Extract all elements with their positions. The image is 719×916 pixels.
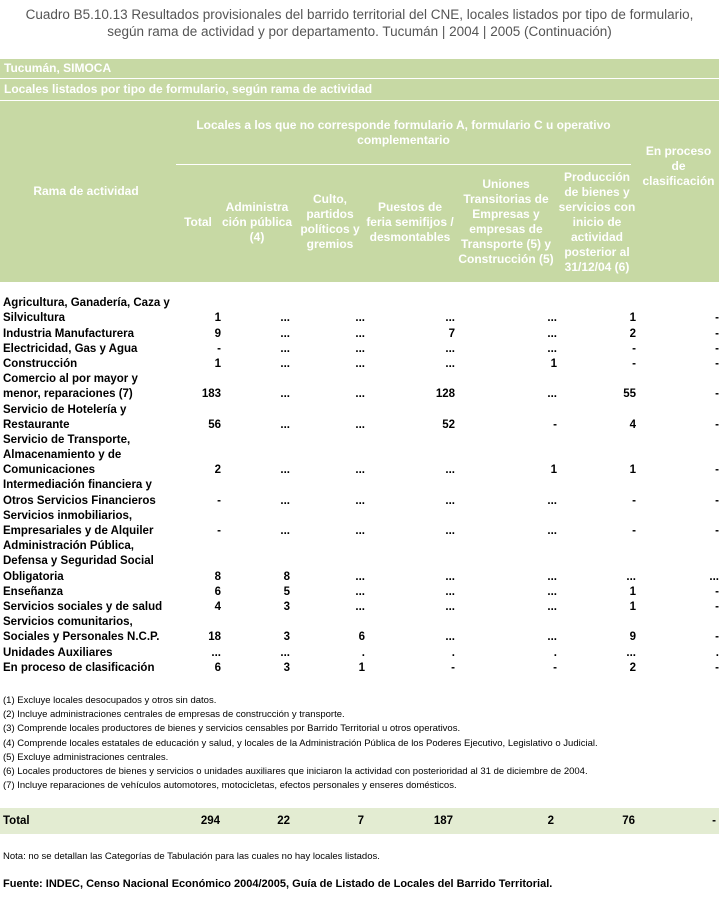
cell-value: ... [280, 646, 290, 659]
cell-value: ... [211, 646, 221, 659]
footnote: (6) Locales productores de bienes y servicios o unidades auxiliares que iniciaron la actividad con posterioridad al 31 de diciembre de 2004. [3, 766, 588, 778]
cell-value [221, 296, 290, 311]
cell-value [290, 478, 365, 493]
cell-value [557, 478, 636, 493]
cell-value: ... [445, 357, 455, 370]
cell-value: 128 [435, 388, 455, 401]
table-row-continuation [0, 478, 719, 493]
cell-value: - [715, 388, 719, 401]
row-label: Administración Pública, [3, 540, 134, 553]
header-group-underline [176, 164, 631, 165]
footnote: (3) Comprende locales productores de bienes y servicios censables por Barrido Territorial u otros operativos. [3, 723, 461, 735]
cell-value [365, 554, 455, 569]
cell-value [221, 554, 290, 569]
cell-value: ... [280, 327, 290, 340]
cell-value: - [715, 464, 719, 477]
row-label: Empresariales y de Alquiler [3, 525, 154, 537]
cell-value: ... [355, 327, 365, 340]
cell-value [221, 372, 290, 387]
cell-value: ... [280, 388, 290, 401]
cell-value: 55 [623, 388, 636, 401]
cell-value: . [553, 646, 557, 659]
row-label: Almacenamiento y de [3, 449, 122, 462]
cell-value [290, 448, 365, 463]
cell-value: ... [547, 312, 557, 325]
cell-value: ... [445, 494, 455, 507]
cell-value [221, 539, 290, 554]
cell-value: - [715, 525, 719, 537]
cell-value: 52 [442, 418, 455, 431]
cell-value: - [715, 342, 719, 355]
table-row [0, 418, 719, 433]
cell-value: . [451, 646, 455, 659]
header-rama: Rama de actividad [33, 184, 139, 198]
table-row-continuation [0, 509, 719, 524]
location-band: Tucumán, SIMOCA [0, 59, 719, 79]
cell-value: ... [445, 570, 455, 583]
cell-value [365, 372, 455, 387]
row-label: Restaurante [3, 418, 70, 431]
cell-value: - [715, 600, 719, 613]
cell-value: ... [280, 342, 290, 355]
row-label: Construcción [3, 357, 78, 370]
table-row [0, 311, 719, 326]
table-row [0, 387, 719, 402]
cell-value: - [217, 494, 221, 507]
header-col-en-proceso: En proceso de clasificación [642, 143, 715, 188]
cell-value [175, 615, 221, 630]
cell-value: 6 [214, 585, 221, 598]
cell-value [365, 296, 455, 311]
cell-value: ... [355, 525, 365, 537]
cell-value [221, 433, 290, 448]
cell-value: - [553, 418, 557, 431]
cell-value: 1 [550, 464, 557, 477]
table-header [0, 101, 719, 282]
total-row [0, 808, 719, 834]
cell-value [290, 296, 365, 311]
cell-value [557, 448, 636, 463]
table-title [0, 0, 719, 42]
cell-value [636, 539, 719, 554]
cell-value [636, 554, 719, 569]
table-row-continuation [0, 372, 719, 387]
cell-value [636, 296, 719, 311]
row-label: En proceso de clasificación [3, 661, 155, 674]
cell-value: 9 [629, 631, 636, 644]
cell-value: ... [547, 570, 557, 583]
table-row [0, 661, 719, 676]
title-line-2: según rama de actividad y por departamento. Tucumán | 2004 | 2005 (Continuación) [107, 24, 612, 39]
cell-value: ... [445, 585, 455, 598]
table-row [0, 645, 719, 660]
row-label: Comercio al por mayor y [3, 373, 138, 386]
header-col-administracion: Administra ción pública (4) [222, 199, 293, 244]
cell-value: - [715, 357, 719, 370]
footnotes [0, 694, 719, 794]
cell-value [175, 372, 221, 387]
cell-value [365, 478, 455, 493]
row-label: Comunicaciones [3, 464, 96, 477]
cell-value [557, 372, 636, 387]
cell-value: ... [355, 342, 365, 355]
row-label: Unidades Auxiliares [3, 646, 113, 659]
header-col-culto: Culto, partidos políticos y gremios [300, 192, 360, 251]
cell-value [365, 615, 455, 630]
cell-value: ... [280, 494, 290, 507]
cell-value [290, 402, 365, 417]
cell-value: ... [280, 357, 290, 370]
cell-value: ... [445, 464, 455, 477]
cell-value: ... [355, 585, 365, 598]
table-row-continuation [0, 448, 719, 463]
total-label: Total [3, 814, 30, 827]
cell-value: ... [355, 494, 365, 507]
row-label: menor, reparaciones (7) [3, 388, 133, 401]
cell-value: ... [355, 464, 365, 477]
cell-value: - [715, 312, 719, 325]
header-group: Locales a los que no corresponde formulario A, formulario C u operativo complementario [196, 118, 611, 147]
cell-value [290, 372, 365, 387]
cell-value: 2 [214, 464, 221, 477]
cell-value: 3 [283, 631, 290, 644]
row-label: Silvicultura [3, 312, 65, 325]
cell-value: 8 [283, 570, 290, 583]
cell-value [455, 296, 557, 311]
source-line: Fuente: INDEC, Censo Nacional Económico 2004/2005, Guía de Listado de Locales del Barrido Territorial. [3, 877, 553, 890]
title-line-1: Cuadro B5.10.13 Resultados provisionales del barrido territorial del CNE, locales listados por tipo de formulario, [25, 7, 694, 22]
cell-value: 1 [214, 312, 221, 325]
cell-value: . [715, 646, 719, 659]
cell-value: - [632, 342, 636, 355]
cell-value: - [217, 342, 221, 355]
cell-value: ... [626, 570, 636, 583]
cell-value: ... [355, 600, 365, 613]
cell-value [557, 615, 636, 630]
subtitle-band: Locales listados por tipo de formulario, según rama de actividad [0, 79, 719, 101]
cell-value: ... [355, 357, 365, 370]
table-row-continuation [0, 539, 719, 554]
cell-value: 1 [358, 661, 365, 674]
table-row [0, 326, 719, 341]
cell-value: ... [355, 570, 365, 583]
cell-value [557, 402, 636, 417]
total-value: 2 [547, 814, 554, 827]
cell-value: 1 [214, 357, 221, 370]
cell-value: - [715, 631, 719, 644]
cell-value [636, 478, 719, 493]
table-row [0, 357, 719, 372]
table-row-continuation [0, 296, 719, 311]
cell-value: . [361, 646, 365, 659]
row-label: Agricultura, Ganadería, Caza y [3, 297, 170, 310]
cell-value [455, 402, 557, 417]
cell-value: ... [547, 327, 557, 340]
cell-value [365, 509, 455, 524]
cell-value [221, 478, 290, 493]
cell-value: 6 [358, 631, 365, 644]
cell-value: - [632, 525, 636, 537]
cell-value [175, 539, 221, 554]
cell-value [636, 372, 719, 387]
cell-value [557, 554, 636, 569]
cell-value: 1 [629, 312, 636, 325]
cell-value [455, 539, 557, 554]
cell-value: ... [280, 464, 290, 477]
cell-value: ... [445, 631, 455, 644]
cell-value: - [451, 661, 455, 674]
cell-value [365, 433, 455, 448]
total-value: 22 [277, 814, 290, 827]
cell-value: ... [445, 312, 455, 325]
cell-value: 9 [214, 327, 221, 340]
cell-value: 1 [550, 357, 557, 370]
cell-value: ... [547, 585, 557, 598]
cell-value: - [632, 357, 636, 370]
row-label: Electricidad, Gas y Agua [3, 342, 138, 355]
cell-value: ... [547, 342, 557, 355]
cell-value: ... [280, 312, 290, 325]
cell-value: 183 [201, 388, 221, 401]
cell-value: ... [280, 525, 290, 537]
cell-value: ... [445, 342, 455, 355]
footnote: (1) Excluye locales desocupados y otros sin datos. [3, 694, 217, 706]
cell-value [365, 402, 455, 417]
cell-value [175, 554, 221, 569]
cell-value [455, 478, 557, 493]
header-col-produccion: Producción de bienes y servicios con inicio de actividad posterior al 31/12/04 (6) [558, 169, 636, 274]
row-label: Sociales y Personales N.C.P. [3, 631, 160, 644]
cell-value: ... [547, 388, 557, 401]
row-label: Servicio de Transporte, [3, 433, 131, 446]
total-value: 187 [433, 814, 453, 827]
row-label: Industria Manufacturera [3, 327, 134, 340]
cell-value: 2 [629, 327, 636, 340]
cell-value: - [553, 661, 557, 674]
cell-value [290, 509, 365, 524]
cell-value: 1 [629, 585, 636, 598]
row-label: Obligatoria [3, 570, 64, 583]
cell-value: ... [355, 312, 365, 325]
cell-value: - [715, 661, 719, 674]
header-col-total: Total [184, 214, 212, 229]
cell-value [221, 509, 290, 524]
table-note: Nota: no se detallan las Categorías de Tabulación para las cuales no hay locales listados. [3, 850, 380, 862]
cell-value [636, 615, 719, 630]
total-value: 294 [200, 814, 220, 827]
table-row [0, 585, 719, 600]
cell-value: - [715, 494, 719, 507]
cell-value: ... [547, 631, 557, 644]
cell-value [290, 539, 365, 554]
cell-value: 4 [214, 600, 221, 613]
cell-value: 5 [283, 585, 290, 598]
cell-value [365, 539, 455, 554]
table-row-continuation [0, 554, 719, 569]
cell-value [175, 478, 221, 493]
total-value: 7 [357, 814, 364, 827]
cell-value: ... [547, 494, 557, 507]
row-label: Intermediación financiera y [3, 479, 152, 492]
cell-value [455, 509, 557, 524]
cell-value: 3 [283, 661, 290, 674]
cell-value [175, 433, 221, 448]
cell-value: ... [547, 600, 557, 613]
cell-value [636, 402, 719, 417]
cell-value [636, 433, 719, 448]
table-row-continuation [0, 433, 719, 448]
footnote: (2) Incluye administraciones centrales de empresas de construcción y transporte. [3, 708, 345, 720]
cell-value: ... [709, 570, 719, 583]
cell-value: ... [445, 600, 455, 613]
row-label: Servicios sociales y de salud [3, 600, 163, 613]
cell-value: 2 [629, 661, 636, 674]
cell-value: 6 [214, 661, 221, 674]
cell-value [557, 539, 636, 554]
cell-value: - [217, 525, 221, 537]
table-row-continuation [0, 402, 719, 417]
data-table [0, 296, 719, 676]
cell-value [290, 433, 365, 448]
cell-value [221, 402, 290, 417]
cell-value: ... [547, 525, 557, 537]
cell-value: ... [355, 388, 365, 401]
table-row [0, 524, 719, 539]
cell-value [455, 372, 557, 387]
cell-value [175, 509, 221, 524]
table-row-continuation [0, 615, 719, 630]
table-row [0, 569, 719, 584]
cell-value: 8 [214, 570, 221, 583]
row-label: Servicios comunitarios, [3, 616, 133, 629]
row-label: Otros Servicios Financieros [3, 494, 156, 507]
cell-value: ... [445, 525, 455, 537]
cell-value: ... [280, 418, 290, 431]
cell-value [175, 402, 221, 417]
cell-value: - [715, 585, 719, 598]
cell-value [557, 296, 636, 311]
cell-value [557, 509, 636, 524]
footnote: (7) Incluye reparaciones de vehículos automotores, motocicletas, efectos personales y enseres domésticos. [3, 780, 457, 792]
cell-value [365, 448, 455, 463]
table-row [0, 600, 719, 615]
row-label: Defensa y Seguridad Social [3, 555, 154, 568]
cell-value: 56 [208, 418, 221, 431]
cell-value [175, 296, 221, 311]
footnote: (4) Comprende locales estatales de educación y salud, y locales de la Administración Pública de los Poderes Ejecutivo, Legislativo o Judicial. [3, 737, 598, 749]
header-col-uniones: Uniones Transitorias de Empresas y empresas de Transporte (5) y Construcción (5) [458, 177, 554, 266]
cell-value [455, 433, 557, 448]
cell-value: - [715, 418, 719, 431]
table-row [0, 630, 719, 645]
row-label: Servicios inmobiliarios, [3, 509, 133, 522]
cell-value [636, 509, 719, 524]
table-row [0, 463, 719, 478]
cell-value: 7 [448, 327, 455, 340]
cell-value: ... [355, 418, 365, 431]
cell-value: 4 [629, 418, 636, 431]
table-body [0, 296, 719, 676]
cell-value [290, 615, 365, 630]
cell-value: ... [626, 646, 636, 659]
cell-value: 18 [208, 631, 221, 644]
cell-value: 1 [629, 600, 636, 613]
cell-value: - [632, 494, 636, 507]
table-row [0, 342, 719, 357]
cell-value: - [715, 327, 719, 340]
total-value: 76 [622, 814, 635, 827]
cell-value [557, 433, 636, 448]
cell-value [455, 448, 557, 463]
cell-value [636, 448, 719, 463]
header-col-puestos: Puestos de feria semifijos / desmontables [366, 199, 454, 244]
cell-value [455, 554, 557, 569]
cell-value [221, 615, 290, 630]
table-row [0, 493, 719, 508]
cell-value: 3 [283, 600, 290, 613]
cell-value: 1 [629, 464, 636, 477]
footnote: (5) Excluye administraciones centrales. [3, 751, 169, 763]
cell-value [455, 615, 557, 630]
row-label: Servicio de Hotelería y [3, 403, 127, 416]
row-label: Enseñanza [3, 585, 64, 598]
total-value: - [712, 814, 716, 827]
cell-value [175, 448, 221, 463]
cell-value [221, 448, 290, 463]
cell-value [290, 554, 365, 569]
